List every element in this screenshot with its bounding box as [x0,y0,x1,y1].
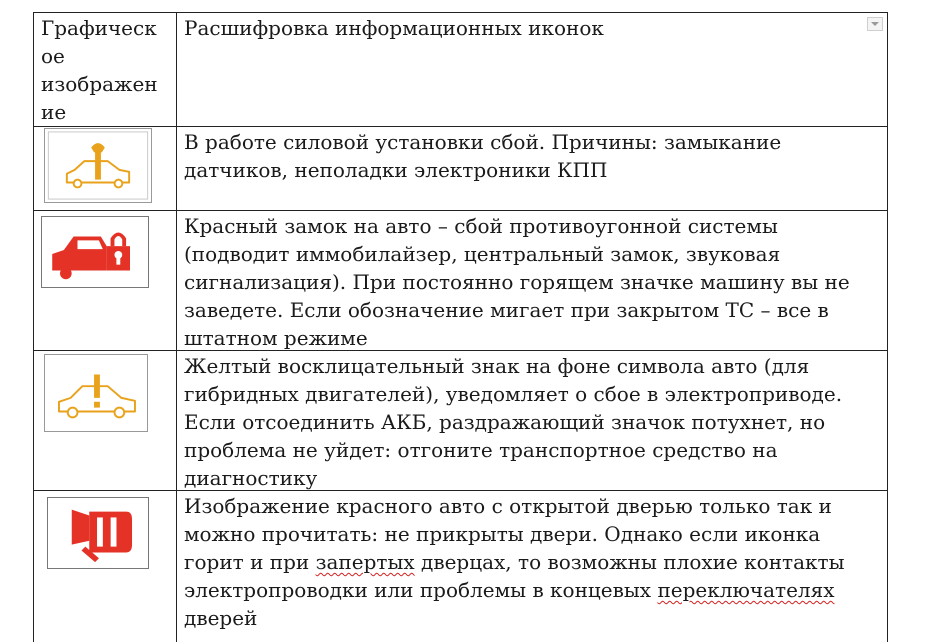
table-border-left [33,12,34,642]
row-description [184,128,884,184]
description-line: Изображение красного авто с открытой дверью только так и [184,494,832,518]
car-exclamation-icon [44,354,148,432]
spellcheck-marked-word[interactable]: переключателях [657,578,835,602]
description-line: датчиков, неполадки электроники КПП [184,158,608,182]
security-lock-car-icon [41,216,149,288]
description-line: Желтый восклицательный знак на фоне символа авто (для [184,354,810,378]
description-line: сигнализация). При постоянно горящем значке машину вы не [184,270,850,294]
table-border-top [33,12,888,13]
header-line: Графическ [41,16,157,40]
row-description [184,352,884,492]
description-line: Если отсоединить АКБ, раздражающий значок потухнет, но [184,410,826,434]
description-line: можно прочитать: не прикрыты двери. Однако если иконка [184,522,821,546]
row-description [184,212,884,352]
text-run: горит и при [184,550,316,574]
header-line: ое [41,44,65,68]
description-line: (подводит иммобилайзер, центральный замок, звуковая [184,242,781,266]
description-line: проблема не уйдет: отгоните транспортное средство на [184,438,778,462]
description-line: Красный замок на авто – сбой противоугонной системы [184,214,778,238]
icon-legend-table [33,12,888,642]
spellcheck-marked-word[interactable]: запертых [315,550,415,574]
description-line [184,548,884,576]
header-graphic-column [41,14,179,126]
description-line: В работе силовой установки сбой. Причины: замыкание [184,130,782,154]
text-run: электропроводки или проблемы в концевых [184,578,658,602]
filter-dropdown-button[interactable] [867,17,883,31]
powertrain-warning-icon [44,128,152,203]
header-line: изображен [41,72,158,96]
description-line [184,576,884,604]
header-description-column: Расшифровка информационных иконок [184,16,604,40]
row-description [184,492,884,632]
description-line: диагностику [184,466,318,490]
description-line: штатном режиме [184,326,368,350]
table-border-right [887,12,888,642]
text-run: дверцах, то возможны плохие контакты [414,550,845,574]
door-open-icon [47,497,149,569]
row-divider [33,210,888,211]
description-line: заведете. Если обозначение мигает при закрытом ТС – все в [184,298,829,322]
header-line: ие [41,100,67,124]
row-divider [33,126,888,127]
description-line: дверей [184,606,258,630]
description-line: гибридных двигателей), уведомляет о сбое в электроприводе. [184,382,843,406]
